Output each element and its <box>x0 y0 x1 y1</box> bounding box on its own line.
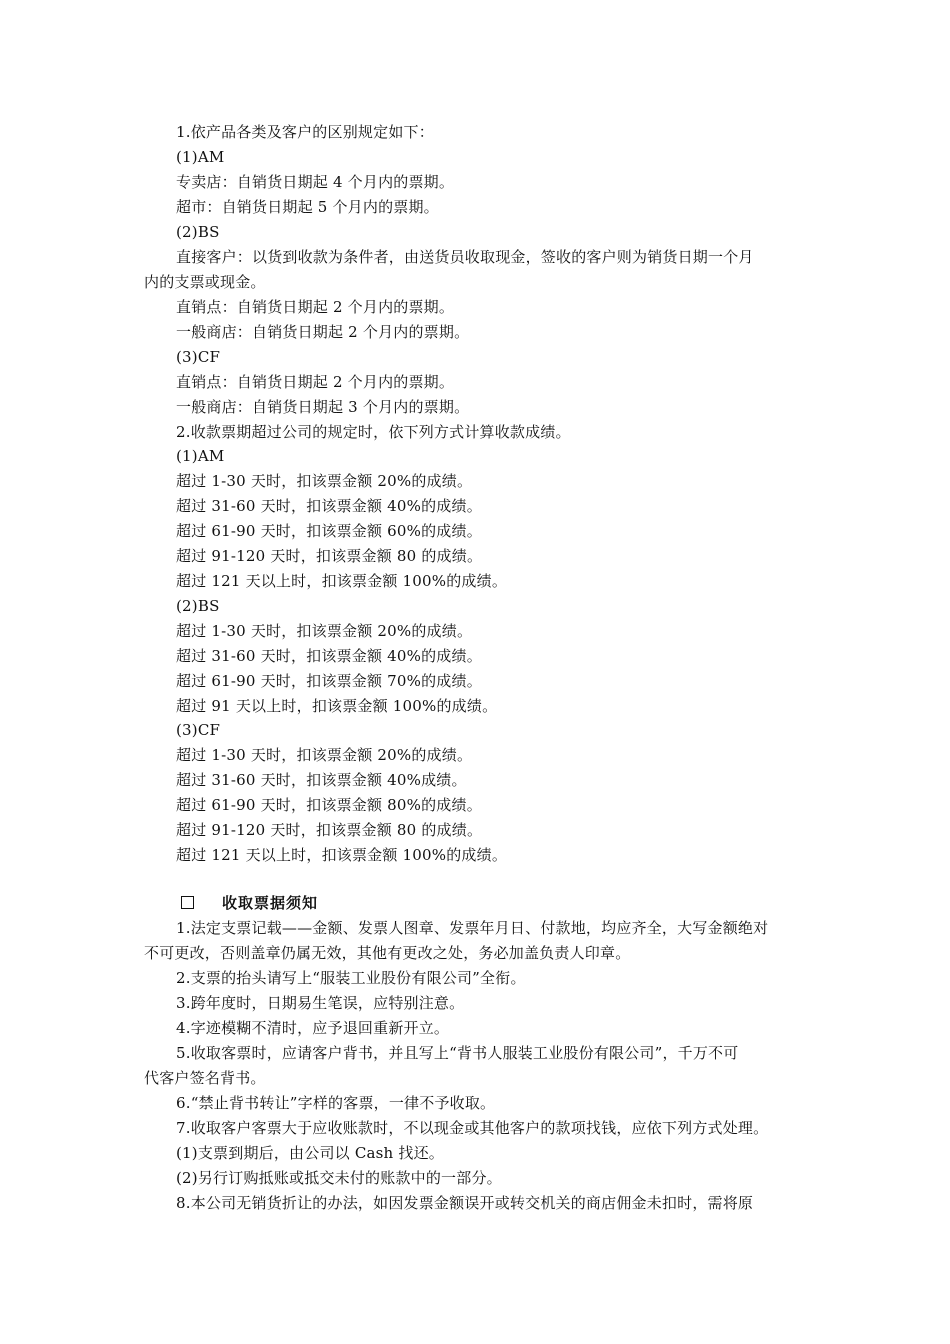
text-line: (3)CF <box>176 721 221 739</box>
text-line: (2)BS <box>176 597 220 615</box>
text-line: 6.“禁止背书转让”字样的客票，一律不予收取。 <box>176 1094 496 1112</box>
text-line: 超过 121 天以上时，扣该票金额 100%的成绩。 <box>176 846 508 864</box>
checkbox-icon <box>181 896 194 909</box>
text-line: 内的支票或现金。 <box>144 273 266 291</box>
text-line: 直销点：自销货日期起 2 个月内的票期。 <box>176 373 455 391</box>
text-line: 不可更改，否则盖章仍属无效，其他有更改之处，务必加盖负责人印章。 <box>144 944 631 962</box>
text-line: 专卖店：自销货日期起 4 个月内的票期。 <box>176 173 455 191</box>
text-line: 直接客户：以货到收款为条件者，由送货员收取现金，签收的客户则为销货日期一个月 <box>176 248 754 266</box>
text-line: 7.收取客户客票大于应收账款时，不以现金或其他客户的款项找钱，应依下列方式处理。 <box>176 1119 769 1137</box>
text-line: 超过 61-90 天时，扣该票金额 60%的成绩。 <box>176 522 482 540</box>
text-line: 超市：自销货日期起 5 个月内的票期。 <box>176 198 439 216</box>
text-line: (1)AM <box>176 447 225 465</box>
text-line: 超过 121 天以上时，扣该票金额 100%的成绩。 <box>176 572 508 590</box>
text-line: 一般商店：自销货日期起 3 个月内的票期。 <box>176 398 470 416</box>
text-line: 超过 91 天以上时，扣该票金额 100%的成绩。 <box>176 697 498 715</box>
text-line: 1.法定支票记载——金额、发票人图章、发票年月日、付款地，均应齐全，大写金额绝对 <box>176 919 769 937</box>
text-line: 3.跨年度时，日期易生笔误，应特别注意。 <box>176 994 465 1012</box>
text-line: 4.字迹模糊不清时，应予退回重新开立。 <box>176 1019 450 1037</box>
text-line: (2)BS <box>176 223 220 241</box>
text-line: (1)支票到期后，由公司以 Cash 找还。 <box>176 1144 444 1162</box>
text-line: 5.收取客票时，应请客户背书，并且写上“背书人服装工业股份有限公司”，千万不可 <box>176 1044 739 1062</box>
text-line: 超过 31-60 天时，扣该票金额 40%的成绩。 <box>176 647 482 665</box>
text-line: 代客户签名背书。 <box>144 1069 266 1087</box>
section-heading <box>181 893 318 913</box>
text-line: 一般商店：自销货日期起 2 个月内的票期。 <box>176 323 470 341</box>
text-line: 超过 91-120 天时，扣该票金额 80 的成绩。 <box>176 547 483 565</box>
text-line: (1)AM <box>176 148 225 166</box>
text-line: (3)CF <box>176 348 221 366</box>
text-line: 超过 1-30 天时，扣该票金额 20%的成绩。 <box>176 472 473 490</box>
text-line: 超过 31-60 天时，扣该票金额 40%成绩。 <box>176 771 467 789</box>
text-line: 直销点：自销货日期起 2 个月内的票期。 <box>176 298 455 316</box>
text-line: 1.依产品各类及客户的区别规定如下： <box>176 123 434 141</box>
text-line: 超过 1-30 天时，扣该票金额 20%的成绩。 <box>176 622 473 640</box>
text-line: 超过 1-30 天时，扣该票金额 20%的成绩。 <box>176 746 473 764</box>
section-heading-text: 收取票据须知 <box>222 894 319 912</box>
text-line: 8.本公司无销货折让的办法，如因发票金额误开或转交机关的商店佣金未扣时，需将原 <box>176 1194 754 1212</box>
text-line: 2.收款票期超过公司的规定时，依下列方式计算收款成绩。 <box>176 423 571 441</box>
text-line: 超过 61-90 天时，扣该票金额 80%的成绩。 <box>176 796 482 814</box>
text-line: (2)另行订购抵账或抵交未付的账款中的一部分。 <box>176 1169 502 1187</box>
text-line: 超过 31-60 天时，扣该票金额 40%的成绩。 <box>176 497 482 515</box>
text-line: 超过 91-120 天时，扣该票金额 80 的成绩。 <box>176 821 483 839</box>
text-line: 2.支票的抬头请写上“服装工业股份有限公司”全衔。 <box>176 969 526 987</box>
text-line: 超过 61-90 天时，扣该票金额 70%的成绩。 <box>176 672 482 690</box>
